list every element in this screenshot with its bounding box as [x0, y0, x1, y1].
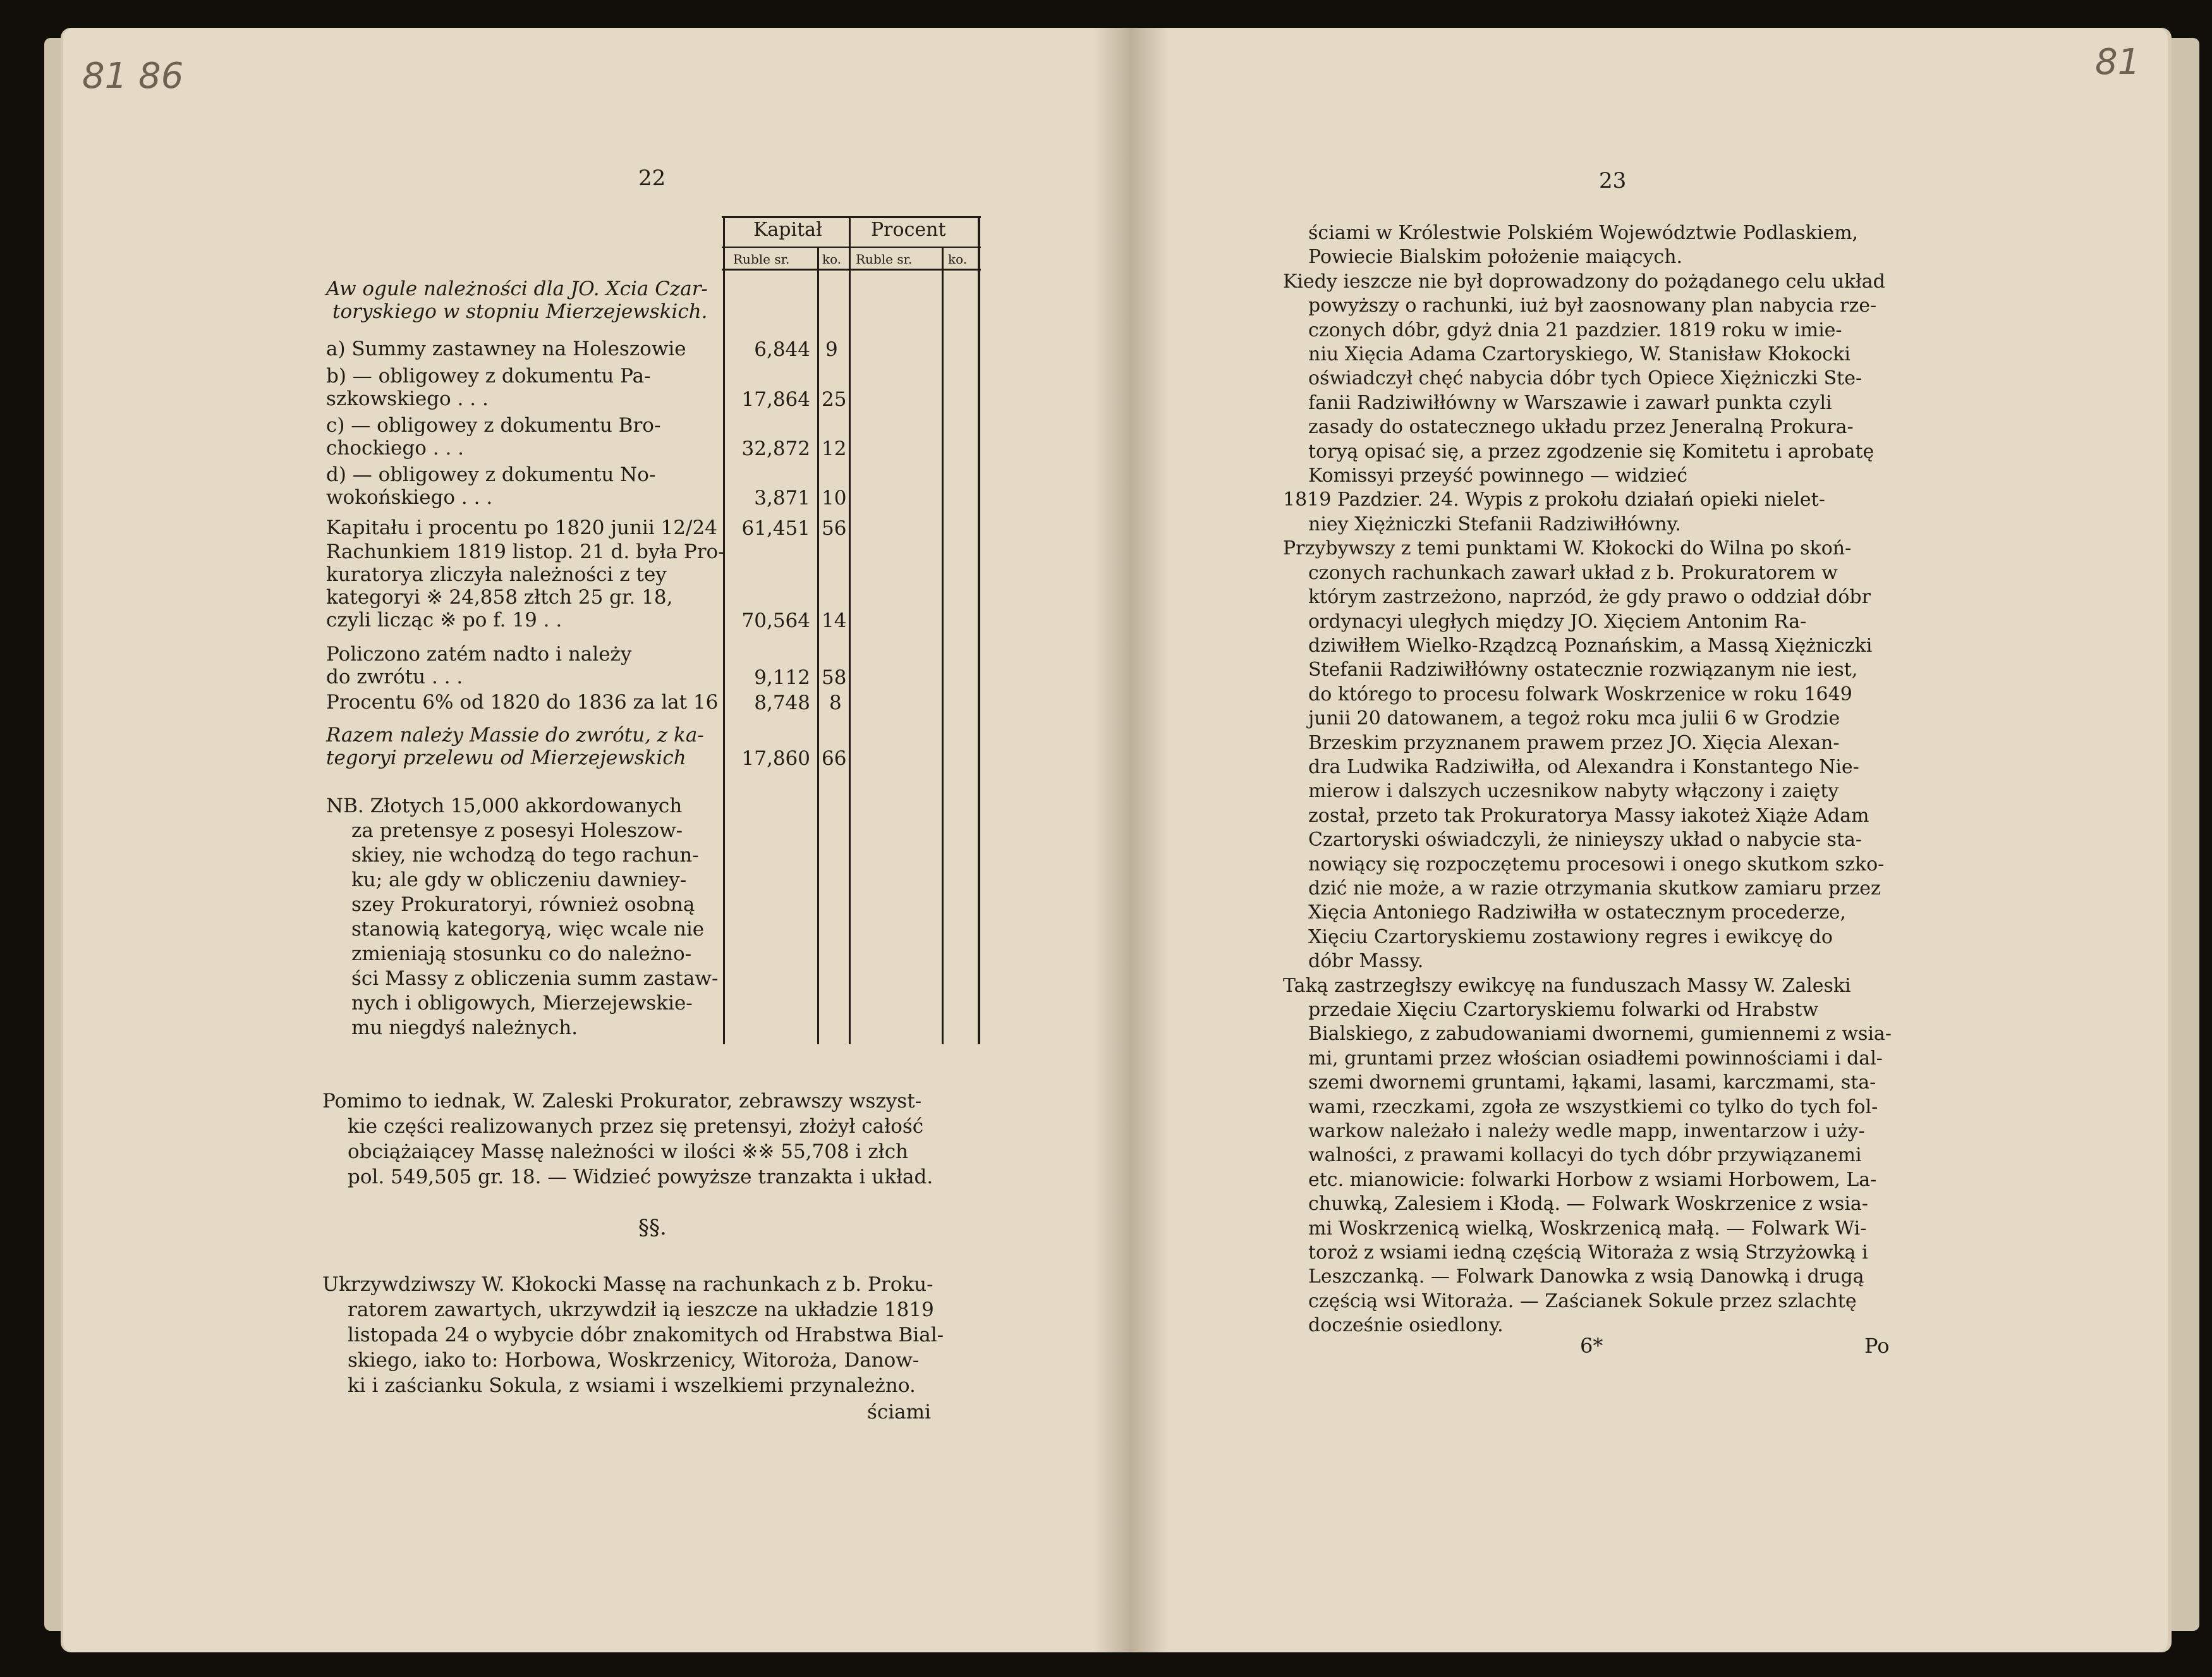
table-row-account-label-1: Rachunkiem 1819 listop. 21 d. była Pro- [326, 540, 725, 563]
text-line: został, przeto tak Prokuratorya Massy iakoteż Xiąże Adam [1308, 804, 1869, 827]
text-line: walności, z prawami kollacyi do tych dóbr przywiązanemi [1308, 1144, 1862, 1167]
header-ko-1: ko. [822, 252, 842, 267]
text-line: powyższy o rachunki, iuż był zaosnowany plan nabycia rze- [1308, 295, 1877, 317]
nb-line: skiey, nie wchodzą do tego rachun- [351, 844, 699, 867]
table-row-refund-label-1: Policzono zatém nadto i należy [326, 643, 632, 666]
table-row-sum-rubles: 17,860 [741, 747, 810, 770]
text-line: czonych rachunkach zawarł układ z b. Prokuratorem w [1308, 561, 1838, 584]
text-line: Taką zastrzegłszy ewikcyę na funduszach Massy W. Zaleski [1283, 974, 1851, 997]
table-row-sum-kop: 66 [822, 747, 847, 770]
table-row-sum-label-1: Razem należy Massie do zwrótu, z ka- [326, 724, 704, 747]
table-row-b-label-2: szkowskiego . . . [326, 387, 489, 410]
text-line: ściami w Królestwie Polskiém Województwie Podlaskiem, [1308, 222, 1859, 244]
table-row-account-label-3: kategoryi ※ 24,858 złtch 25 gr. 18, [326, 586, 673, 609]
paragraph-line: ratorem zawartych, ukrzywdził ią ieszcze na układzie 1819 [348, 1298, 934, 1321]
text-line: Komissyi przeyść powinnego — widzieć [1308, 465, 1688, 487]
paragraph-line: skiego, iako to: Horbowa, Woskrzenicy, Witoroża, Danow- [348, 1349, 920, 1372]
text-line: dra Ludwika Radziwiłła, od Alexandra i Konstantego Nie- [1308, 755, 1859, 778]
right-catchword: Po [1864, 1334, 1890, 1358]
table-row-d-rubles: 3,871 [754, 487, 810, 509]
text-line: Brzeskim przyznanem prawem przez JO. Xięcia Alexan- [1308, 731, 1840, 754]
table-row-a-rubles: 6,844 [754, 338, 810, 361]
table-row-c-rubles: 32,872 [741, 437, 810, 460]
pencil-mark-right: 81 [2095, 42, 2141, 83]
table-row-a-kop: 9 [825, 338, 838, 361]
table-row-account-label-2: kuratorya zliczyła należności z tey [326, 563, 667, 586]
paragraph-line: pol. 549,505 gr. 18. — Widzieć powyższe tranzakta i układ. [348, 1166, 933, 1188]
header-ruble-1: Ruble sr. [733, 252, 790, 267]
text-line: Czartoryski oświadczyli, że ninieyszy układ o nabycie sta- [1308, 829, 1863, 851]
paragraph-ukrzywdziwszy [322, 1272, 944, 1398]
text-line: czonych dóbr, gdyż dnia 21 pazdzier. 1819 roku w imie- [1308, 319, 1842, 341]
header-procent: Procent [871, 219, 946, 241]
header-ruble-2: Ruble sr. [856, 252, 913, 267]
text-line: Kiedy ieszcze nie był doprowadzony do pożądanego celu układ [1283, 270, 1885, 293]
text-line: do którego to procesu folwark Woskrzenice w roku 1649 [1308, 683, 1852, 705]
table-row-b-label-1: b) — obligowey z dokumentu Pa- [326, 365, 651, 387]
text-line: mi, gruntami przez włościan osiadłemi powinnościami i dal- [1308, 1047, 1883, 1070]
text-line: dziwiłłem Wielko-Rządzcą Poznańskim, a Massą Xiężniczki [1308, 634, 1873, 657]
paragraph-line: kie części realizowanych przez się pretensyi, złożył całość [348, 1115, 924, 1138]
text-line: Xięciu Czartoryskiemu zostawiony regres i ewikcyę do [1308, 925, 1833, 948]
nb-line: mu niegdyś należnych. [351, 1016, 578, 1039]
table-row-sum-label-2: tegoryi przelewu od Mierzejewskich [326, 747, 686, 769]
table-row-interest-rubles: 8,748 [754, 692, 810, 714]
text-line: szemi dwornemi gruntami, łąkami, lasami, karczmami, sta- [1308, 1071, 1876, 1094]
paragraph-line: obciążaiącey Massę należności w ilości ※※ 55,708 i złch [348, 1140, 909, 1163]
nb-line: za pretensye z posesyi Holeszow- [351, 819, 683, 842]
text-line: fanii Radziwiłłówny w Warszawie i zawarł punkta czyli [1308, 391, 1832, 414]
text-line: niey Xiężniczki Stefanii Radziwiłłówny. [1308, 513, 1681, 535]
pencil-mark-left: 81 86 [82, 56, 184, 97]
nb-line: ści Massy z obliczenia summ zastaw- [351, 967, 719, 990]
nb-line: nych i obligowych, Mierzejewskie- [351, 992, 693, 1015]
text-line: wami, rzeczkami, zgoła ze wszystkiemi co tylko do tych fol- [1308, 1095, 1878, 1118]
text-line: nowiący się rozpoczętemu procesowi i onego skutkom szko- [1308, 853, 1885, 875]
text-line: toryą opisać się, a przez zgodzenie się Komitetu i aprobatę [1308, 440, 1875, 463]
text-line: etc. mianowicie: folwarki Horbow z wsiami Horbowem, La- [1308, 1168, 1877, 1191]
text-line: niu Xięcia Adama Czartoryskiego, W. Stanisław Kłokocki [1308, 343, 1850, 366]
table-heading-line-1: Aw ogule należności dla JO. Xcia Czar- [326, 277, 708, 300]
text-line: przedaie Xięciu Czartoryskiemu folwarki od Hrabstw [1308, 999, 1819, 1021]
table-row-refund-label-2: do zwrótu . . . [326, 666, 463, 688]
text-line: warkow należało i należy wedle mapp, inwentarzow i uży- [1308, 1120, 1865, 1143]
table-row-d-label-2: wokońskiego . . . [326, 486, 493, 509]
text-line: 1819 Pazdzier. 24. Wypis z prokołu działań opieki nielet- [1283, 489, 1825, 511]
text-line: mi Woskrzenicą wielką, Woskrzenicą małą. — Folwark Wi- [1308, 1217, 1867, 1240]
nb-line: szey Prokuratoryi, również osobną [351, 893, 695, 916]
text-line: Leszczanką. — Folwark Danowka z wsią Danowką i drugą [1308, 1265, 1864, 1288]
header-kapital: Kapitał [753, 219, 822, 241]
text-line: chuwką, Zalesiem i Kłodą. — Folwark Woskrzenice z wsia- [1308, 1193, 1868, 1216]
paragraph-line: listopada 24 o wybycie dóbr znakomitych od Hrabstwa Bial- [348, 1324, 944, 1346]
table-heading-line-2: toryskiego w stopniu Mierzejewskich. [332, 300, 708, 323]
paragraph-line: Pomimo to iednak, W. Zaleski Prokurator, zebrawszy wszyst- [322, 1090, 922, 1113]
table-row-account-rubles: 70,564 [741, 609, 810, 632]
signature-mark: 6* [1580, 1334, 1603, 1358]
table-row-c-label-2: chockiego . . . [326, 437, 465, 460]
right-page-number: 23 [1599, 168, 1627, 193]
left-catchword: ściami [867, 1401, 931, 1424]
nb-line: stanowią kategoryą, więc wcale nie [351, 918, 705, 941]
nb-note [326, 794, 718, 1040]
table-row-total-kop: 56 [822, 517, 847, 540]
nb-line: zmieniają stosunku co do należno- [351, 942, 692, 965]
text-line: zasady do ostatecznego układu przez Jeneralną Prokura- [1308, 416, 1854, 439]
table-row-total-label: Kapitału i procentu po 1820 junii 12/24 [326, 516, 717, 539]
text-line: którym zastrzeżono, naprzód, że gdy prawo o oddział dóbr [1308, 586, 1871, 609]
header-ko-2: ko. [948, 252, 968, 267]
table-row-c-kop: 12 [822, 437, 847, 460]
table-row-c-label-1: c) — obligowey z dokumentu Bro- [326, 414, 661, 437]
paragraph-pomimo [322, 1089, 933, 1190]
text-line: oświadczył chęć nabycia dóbr tych Opiece Xiężniczki Ste- [1308, 367, 1863, 390]
table-row-d-kop: 10 [822, 487, 847, 509]
text-line: docześnie osiedlony. [1308, 1314, 1504, 1337]
text-line: ordynacyi uległych między JO. Xięciem Antonim Ra- [1308, 610, 1807, 633]
table-row-refund-rubles: 9,112 [754, 666, 810, 689]
table-row-account-kop: 14 [822, 609, 847, 632]
right-page-text [1283, 221, 1892, 1338]
text-line: Przybywszy z temi punktami W. Kłokocki do Wilna po skoń- [1283, 537, 1852, 560]
table-row-interest-kop: 8 [829, 692, 842, 714]
book-gutter [1093, 28, 1169, 1652]
table-row-b-kop: 25 [822, 388, 847, 411]
table-row-refund-kop: 58 [822, 666, 847, 689]
paragraph-line: Ukrzywdziwszy W. Kłokocki Massę na rachunkach z b. Proku- [322, 1273, 933, 1296]
table-row-total-rubles: 61,451 [741, 517, 810, 540]
text-line: Xięcia Antoniego Radziwiłła w ostatecznym procederze, [1308, 901, 1846, 924]
text-line: Stefanii Radziwiłłówny ostatecznie rozwiązanym nie iest, [1308, 659, 1858, 681]
nb-line: ku; ale gdy w obliczeniu dawniey- [351, 869, 687, 891]
text-line: Bialskiego, z zabudowaniami dwornemi, gumiennemi z wsia- [1308, 1023, 1892, 1046]
table-row-d-label-1: d) — obligowey z dokumentu No- [326, 463, 656, 486]
table-row-account-label-4: czyli licząc ※ po f. 19 . . [326, 609, 562, 631]
nb-line: NB. Złotych 15,000 akkordowanych [326, 795, 683, 817]
text-line: mierow i dalszych uczesnikow nabyty włączony i zaięty [1308, 780, 1839, 803]
text-line: Powiecie Bialskim położenie maiących. [1308, 246, 1683, 269]
section-mark: §§. [638, 1215, 667, 1240]
table-row-interest-label: Procentu 6% od 1820 do 1836 za lat 16 [326, 691, 719, 714]
left-page-number: 22 [638, 166, 666, 191]
table-row-b-rubles: 17,864 [741, 388, 810, 411]
text-line: junii 20 datowanem, a tegoż roku mca julii 6 w Grodzie [1308, 707, 1840, 730]
table-row-a-label: a) Summy zastawney na Holeszowie [326, 338, 686, 360]
text-line: toroż z wsiami iedną częścią Witoraża z wsią Strzyżowką i [1308, 1241, 1868, 1264]
text-line: dóbr Massy. [1308, 950, 1424, 973]
text-line: częścią wsi Witoraża. — Zaścianek Sokule przez szlachtę [1308, 1290, 1857, 1312]
text-line: dzić nie może, a w razie otrzymania skutkow zamiaru przez [1308, 877, 1881, 899]
paragraph-line: ki i zaścianku Sokula, z wsiami i wszelkiemi przynależno. [348, 1374, 916, 1397]
